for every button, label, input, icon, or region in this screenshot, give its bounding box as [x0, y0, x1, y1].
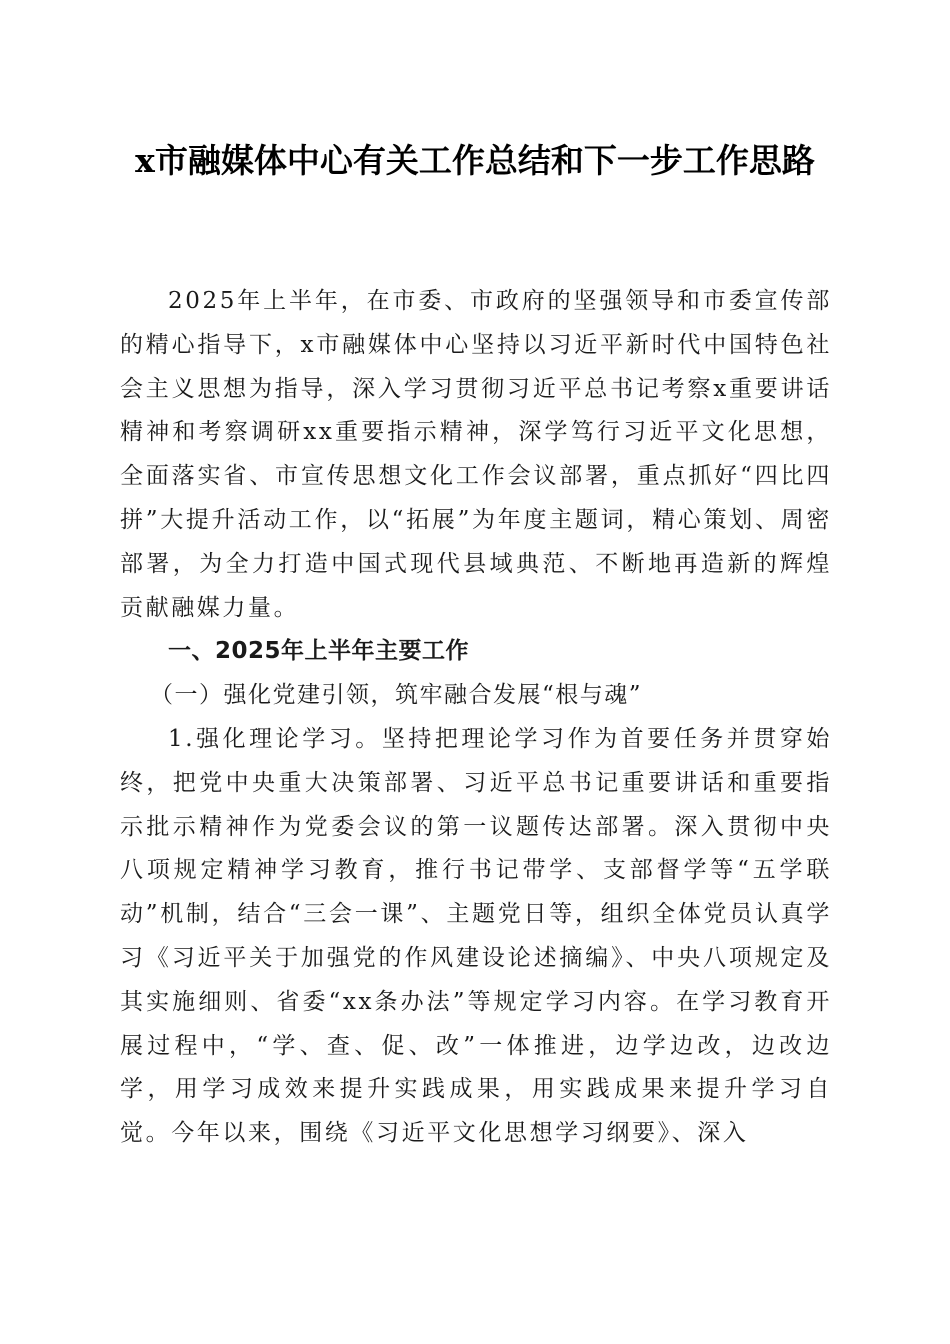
document-body	[120, 280, 832, 1156]
intro-paragraph: 2025年上半年，在市委、市政府的坚强领导和市委宣传部的精心指导下，x市融媒体中心坚持以习近平新时代中国特色社会主义思想为指导，深入学习贯彻习近平总书记考察x重要讲话精神和考察调研xx重要指示精神，深学笃行习近平文化思想，全面落实省、市宣传思想文化工作会议部署，重点抓好“四比四拼”大提升活动工作，以“拓展”为年度主题词，精心策划、周密部署，为全力打造中国式现代县域典范、不断地再造新的辉煌贡献融媒力量。	[120, 288, 832, 621]
section-heading: 一、2025年上半年主要工作	[168, 638, 470, 665]
subsection-heading: （一）强化党建引领，筑牢融合发展“根与魂”	[150, 682, 643, 709]
item-paragraph: 1.强化理论学习。坚持把理论学习作为首要任务并贯穿始终，把党中央重大决策部署、习近平总书记重要讲话和重要指示批示精神作为党委会议的第一议题传达部署。深入贯彻中央八项规定精神学习教育，推行书记带学、支部督学等“五学联动”机制，结合“三会一课”、主题党日等，组织全体党员认真学习《习近平关于加强党的作风建设论述摘编》、中央八项规定及其实施细则、省委“xx条办法”等规定学习内容。在学习教育开展过程中，“学、查、促、改”一体推进，边学边改，边改边学，用学习成效来提升实践成果，用实践成果来提升学习自觉。今年以来，围绕《习近平文化思想学习纲要》、深入	[120, 725, 832, 1147]
document-title: x市融媒体中心有关工作总结和下一步工作思路	[135, 141, 815, 180]
